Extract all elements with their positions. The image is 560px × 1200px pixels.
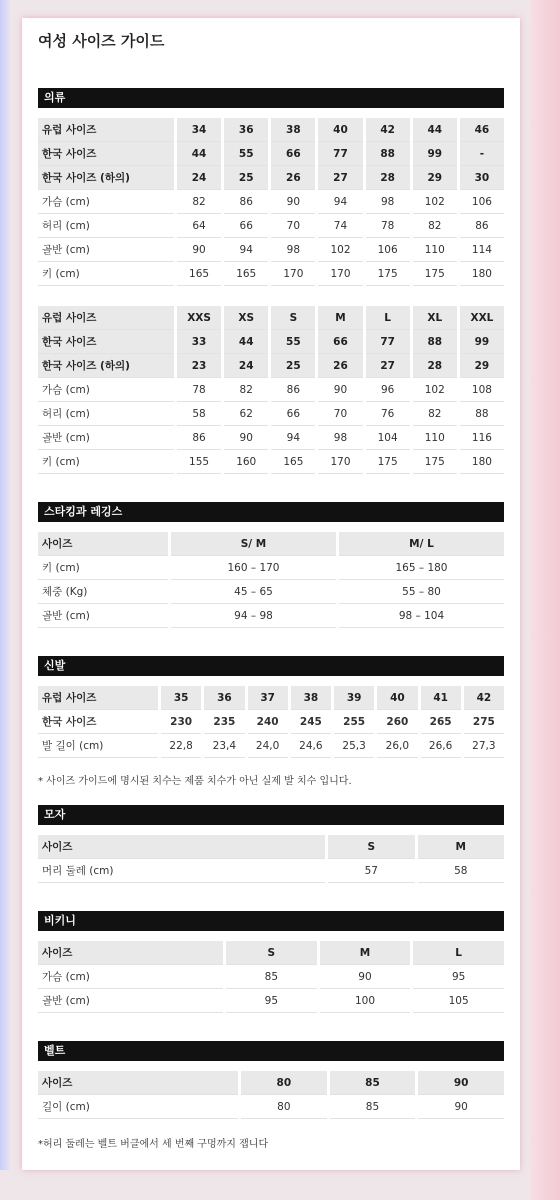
- table-cell: 24,6: [291, 734, 331, 758]
- table-row: [38, 989, 504, 1013]
- table-cell: 275: [464, 710, 504, 734]
- row-label: 골반 (cm): [38, 238, 174, 262]
- table-row: [38, 710, 504, 734]
- table-cell: XXS: [177, 306, 221, 330]
- table-cell: 110: [413, 238, 457, 262]
- row-label: 유럽 사이즈: [38, 686, 158, 710]
- table-cell: 38: [271, 118, 315, 142]
- table-cell: 36: [224, 118, 268, 142]
- section-header-hat: 모자: [38, 805, 504, 825]
- table-cell: 114: [460, 238, 504, 262]
- size-guide-card: [22, 18, 520, 1170]
- table-cell: 34: [177, 118, 221, 142]
- table-row: [38, 556, 504, 580]
- table-row: [38, 330, 504, 354]
- table-cell: 170: [271, 262, 315, 286]
- table-cell: XXL: [460, 306, 504, 330]
- table-cell: 22,8: [161, 734, 201, 758]
- table-cell: 78: [177, 378, 221, 402]
- table-cell: 80: [241, 1071, 327, 1095]
- table-cell: 33: [177, 330, 221, 354]
- table-cell: 110: [413, 426, 457, 450]
- table-cell: 98: [318, 426, 362, 450]
- table-cell: 78: [366, 214, 410, 238]
- table-cell: 82: [177, 190, 221, 214]
- row-label: 키 (cm): [38, 556, 168, 580]
- section-header-shoes: 신발: [38, 656, 504, 676]
- table-cell: M: [418, 835, 505, 859]
- clothing-table-letter: [35, 306, 507, 474]
- table-cell: 180: [460, 262, 504, 286]
- row-label: 사이즈: [38, 835, 325, 859]
- table-cell: 55: [224, 142, 268, 166]
- table-cell: 165 – 180: [339, 556, 504, 580]
- table-cell: 175: [366, 262, 410, 286]
- table-cell: 37: [248, 686, 288, 710]
- table-cell: 82: [413, 214, 457, 238]
- table-row: [38, 142, 504, 166]
- table-cell: 94: [224, 238, 268, 262]
- table-cell: L: [366, 306, 410, 330]
- row-label: 한국 사이즈: [38, 330, 174, 354]
- table-cell: 29: [413, 166, 457, 190]
- stockings-table: [35, 532, 507, 628]
- table-cell: 46: [460, 118, 504, 142]
- table-cell: 82: [413, 402, 457, 426]
- table-cell: S: [271, 306, 315, 330]
- table-cell: 26: [318, 354, 362, 378]
- table-row: [38, 262, 504, 286]
- table-cell: 165: [177, 262, 221, 286]
- section-header-stockings: 스타킹과 레깅스: [38, 502, 504, 522]
- table-cell: 235: [204, 710, 244, 734]
- table-cell: 90: [318, 378, 362, 402]
- row-label: 골반 (cm): [38, 604, 168, 628]
- table-cell: 26: [271, 166, 315, 190]
- row-label: 길이 (cm): [38, 1095, 238, 1119]
- table-cell: 77: [318, 142, 362, 166]
- table-cell: 116: [460, 426, 504, 450]
- table-cell: 100: [320, 989, 411, 1013]
- table-cell: 102: [318, 238, 362, 262]
- table-cell: 255: [334, 710, 374, 734]
- table-cell: 86: [271, 378, 315, 402]
- table-cell: 90: [418, 1095, 504, 1119]
- row-label: 허리 (cm): [38, 214, 174, 238]
- table-row: [38, 941, 504, 965]
- table-cell: 88: [366, 142, 410, 166]
- table-cell: 85: [330, 1071, 416, 1095]
- row-label: 발 길이 (cm): [38, 734, 158, 758]
- table-cell: 90: [271, 190, 315, 214]
- page-title: 여성 사이즈 가이드: [38, 32, 165, 50]
- belt-section: [38, 1041, 504, 1119]
- table-cell: 24: [177, 166, 221, 190]
- table-cell: 96: [366, 378, 410, 402]
- table-cell: 30: [460, 166, 504, 190]
- hat-section: [38, 805, 504, 883]
- table-row: [38, 580, 504, 604]
- table-row: [38, 306, 504, 330]
- table-cell: 35: [161, 686, 201, 710]
- table-cell: S/ M: [171, 532, 336, 556]
- table-cell: 260: [377, 710, 417, 734]
- table-cell: 58: [177, 402, 221, 426]
- table-row: [38, 354, 504, 378]
- table-cell: 66: [318, 330, 362, 354]
- table-cell: 108: [460, 378, 504, 402]
- row-label: 골반 (cm): [38, 989, 223, 1013]
- row-label: 키 (cm): [38, 450, 174, 474]
- clothing-section: [38, 88, 504, 474]
- table-cell: 70: [318, 402, 362, 426]
- table-row: [38, 734, 504, 758]
- table-cell: 160 – 170: [171, 556, 336, 580]
- table-cell: 27: [366, 354, 410, 378]
- table-row: [38, 835, 504, 859]
- table-cell: 25,3: [334, 734, 374, 758]
- left-edge-decoration: [0, 0, 10, 1170]
- table-cell: 44: [224, 330, 268, 354]
- table-row: [38, 426, 504, 450]
- table-cell: 88: [413, 330, 457, 354]
- table-cell: 90: [177, 238, 221, 262]
- table-cell: 95: [413, 965, 504, 989]
- table-cell: 88: [460, 402, 504, 426]
- table-cell: 86: [177, 426, 221, 450]
- table-cell: 76: [366, 402, 410, 426]
- table-cell: 94: [318, 190, 362, 214]
- row-label: 체중 (Kg): [38, 580, 168, 604]
- table-cell: 44: [413, 118, 457, 142]
- table-cell: 90: [224, 426, 268, 450]
- table-cell: 175: [413, 450, 457, 474]
- table-cell: 40: [318, 118, 362, 142]
- table-cell: 40: [377, 686, 417, 710]
- bikini-section: [38, 911, 504, 1013]
- table-cell: M/ L: [339, 532, 504, 556]
- row-label: 유럽 사이즈: [38, 306, 174, 330]
- table-cell: 28: [366, 166, 410, 190]
- table-row: [38, 1095, 504, 1119]
- table-row: [38, 190, 504, 214]
- table-cell: -: [460, 142, 504, 166]
- table-cell: 86: [460, 214, 504, 238]
- table-cell: 99: [413, 142, 457, 166]
- table-row: [38, 402, 504, 426]
- row-label: 사이즈: [38, 532, 168, 556]
- table-cell: 55: [271, 330, 315, 354]
- table-cell: 29: [460, 354, 504, 378]
- row-label: 한국 사이즈: [38, 142, 174, 166]
- table-cell: XL: [413, 306, 457, 330]
- table-cell: 99: [460, 330, 504, 354]
- row-label: 사이즈: [38, 1071, 238, 1095]
- row-label: 가슴 (cm): [38, 965, 223, 989]
- belt-note: *허리 둘레는 벨트 버클에서 세 번째 구멍까지 잽니다: [38, 1139, 269, 1150]
- table-cell: 102: [413, 190, 457, 214]
- table-cell: 98: [271, 238, 315, 262]
- shoes-note: * 사이즈 가이드에 명시된 치수는 제품 치수가 아닌 실제 발 치수 입니다.: [38, 776, 352, 787]
- table-cell: 62: [224, 402, 268, 426]
- row-label: 한국 사이즈 (하의): [38, 166, 174, 190]
- table-row: [38, 378, 504, 402]
- table-cell: 86: [224, 190, 268, 214]
- table-cell: 28: [413, 354, 457, 378]
- table-cell: 85: [226, 965, 317, 989]
- table-cell: 26,0: [377, 734, 417, 758]
- table-cell: 44: [177, 142, 221, 166]
- table-cell: 74: [318, 214, 362, 238]
- table-cell: 80: [241, 1095, 327, 1119]
- table-cell: M: [318, 306, 362, 330]
- table-cell: 66: [271, 402, 315, 426]
- row-label: 키 (cm): [38, 262, 174, 286]
- table-cell: 42: [366, 118, 410, 142]
- belt-table: [35, 1071, 507, 1119]
- table-cell: 42: [464, 686, 504, 710]
- table-cell: 66: [271, 142, 315, 166]
- table-cell: 26,6: [421, 734, 461, 758]
- row-label: 사이즈: [38, 941, 223, 965]
- table-cell: 230: [161, 710, 201, 734]
- row-label: 한국 사이즈 (하의): [38, 354, 174, 378]
- table-cell: M: [320, 941, 411, 965]
- shoes-section: [38, 656, 504, 787]
- section-header-bikini: 비키니: [38, 911, 504, 931]
- table-cell: 175: [366, 450, 410, 474]
- table-cell: L: [413, 941, 504, 965]
- table-row: [38, 118, 504, 142]
- table-row: [38, 238, 504, 262]
- table-cell: 82: [224, 378, 268, 402]
- table-cell: 70: [271, 214, 315, 238]
- table-cell: 98 – 104: [339, 604, 504, 628]
- table-cell: 90: [320, 965, 411, 989]
- table-row: [38, 1071, 504, 1095]
- table-cell: 106: [460, 190, 504, 214]
- right-edge-decoration: [530, 0, 560, 1200]
- table-cell: 45 – 65: [171, 580, 336, 604]
- table-cell: 180: [460, 450, 504, 474]
- row-label: 머리 둘레 (cm): [38, 859, 325, 883]
- table-cell: 102: [413, 378, 457, 402]
- table-cell: 104: [366, 426, 410, 450]
- row-label: 가슴 (cm): [38, 378, 174, 402]
- table-cell: 66: [224, 214, 268, 238]
- hat-table: [35, 835, 507, 883]
- table-cell: 38: [291, 686, 331, 710]
- table-cell: 98: [366, 190, 410, 214]
- table-row: [38, 166, 504, 190]
- table-cell: 41: [421, 686, 461, 710]
- table-cell: 27,3: [464, 734, 504, 758]
- row-label: 골반 (cm): [38, 426, 174, 450]
- table-row: [38, 532, 504, 556]
- table-cell: 94 – 98: [171, 604, 336, 628]
- row-label: 유럽 사이즈: [38, 118, 174, 142]
- table-cell: 170: [318, 262, 362, 286]
- row-label: 가슴 (cm): [38, 190, 174, 214]
- row-label: 한국 사이즈: [38, 710, 158, 734]
- table-row: [38, 450, 504, 474]
- table-cell: 240: [248, 710, 288, 734]
- table-cell: 160: [224, 450, 268, 474]
- table-cell: 245: [291, 710, 331, 734]
- table-cell: 23: [177, 354, 221, 378]
- table-row: [38, 214, 504, 238]
- table-row: [38, 965, 504, 989]
- table-cell: 36: [204, 686, 244, 710]
- table-row: [38, 604, 504, 628]
- table-cell: S: [328, 835, 415, 859]
- table-cell: 175: [413, 262, 457, 286]
- table-row: [38, 859, 504, 883]
- table-cell: S: [226, 941, 317, 965]
- table-cell: 23,4: [204, 734, 244, 758]
- table-cell: 77: [366, 330, 410, 354]
- table-cell: 170: [318, 450, 362, 474]
- shoes-table: [35, 686, 507, 758]
- table-cell: 165: [271, 450, 315, 474]
- table-row: [38, 686, 504, 710]
- table-cell: 105: [413, 989, 504, 1013]
- table-cell: 39: [334, 686, 374, 710]
- table-cell: 25: [224, 166, 268, 190]
- table-cell: 165: [224, 262, 268, 286]
- stockings-section: [38, 502, 504, 628]
- table-cell: 265: [421, 710, 461, 734]
- table-cell: 55 – 80: [339, 580, 504, 604]
- table-cell: 25: [271, 354, 315, 378]
- table-cell: 94: [271, 426, 315, 450]
- table-cell: 24,0: [248, 734, 288, 758]
- table-cell: 58: [418, 859, 505, 883]
- table-cell: 95: [226, 989, 317, 1013]
- table-cell: 155: [177, 450, 221, 474]
- section-header-clothing: 의류: [38, 88, 504, 108]
- table-cell: 57: [328, 859, 415, 883]
- table-cell: 106: [366, 238, 410, 262]
- row-label: 허리 (cm): [38, 402, 174, 426]
- section-header-belt: 벨트: [38, 1041, 504, 1061]
- bikini-table: [35, 941, 507, 1013]
- table-cell: 24: [224, 354, 268, 378]
- table-cell: 85: [330, 1095, 416, 1119]
- table-cell: 27: [318, 166, 362, 190]
- clothing-table-numeric: [35, 118, 507, 286]
- table-cell: XS: [224, 306, 268, 330]
- table-cell: 64: [177, 214, 221, 238]
- table-cell: 90: [418, 1071, 504, 1095]
